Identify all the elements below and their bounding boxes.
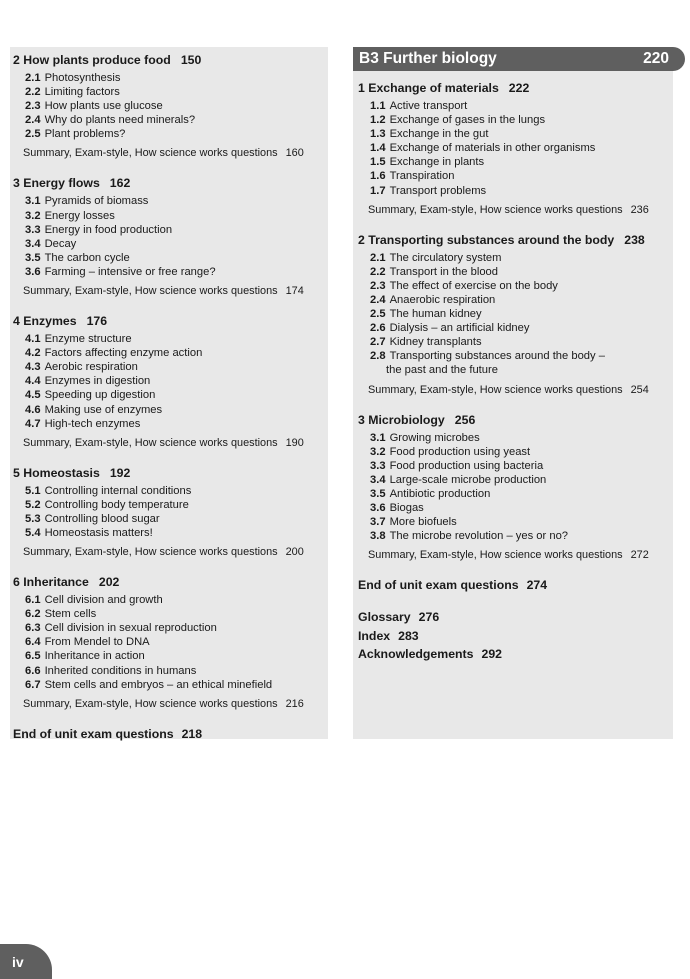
topic-title: Factors affecting enzyme action (44, 347, 203, 360)
topic-item (370, 251, 673, 265)
summary-line (358, 548, 673, 562)
topic-item (25, 113, 328, 127)
topic-title: Biogas (389, 501, 424, 514)
topic-title: Growing microbes (389, 431, 480, 444)
summary-line (358, 203, 673, 217)
topic-title: The human kidney (389, 308, 482, 321)
topic-title: Energy in food production (44, 223, 173, 236)
topic-number: 5.4 (25, 526, 41, 539)
topic-number: 2.1 (370, 251, 386, 264)
back-matter-page: 283 (398, 628, 419, 643)
topic-title: Exchange of materials in other organisms (389, 142, 596, 155)
page-number-tab (0, 944, 52, 979)
topic-number: 2.1 (25, 72, 41, 84)
topic-item (370, 487, 673, 501)
topic-item (25, 209, 328, 223)
summary-page: 216 (285, 697, 304, 710)
summary-line (13, 146, 328, 160)
topic-number: 2.8 (370, 350, 386, 363)
topic-number: 5.3 (25, 512, 41, 525)
topic-number: 1.7 (370, 184, 386, 197)
topic-item (25, 526, 328, 540)
summary-page: 190 (285, 436, 304, 449)
unit-title: B3 Further biology (359, 50, 497, 67)
topic-item (370, 127, 673, 141)
back-matter-item (358, 645, 673, 664)
topic-item (370, 307, 673, 321)
chapter-section (13, 573, 328, 711)
chapter-section (358, 79, 673, 217)
chapter-section (358, 411, 673, 563)
topic-title: Aerobic respiration (44, 361, 138, 374)
chapter-section (13, 174, 328, 298)
topic-number: 3.5 (370, 487, 386, 500)
summary-page: 254 (630, 383, 649, 396)
summary-label: Summary, Exam-style, How science works questions (23, 285, 278, 298)
left-contents-panel (10, 47, 328, 739)
topic-list (358, 251, 673, 378)
summary-page: 160 (285, 147, 304, 160)
topic-number: 2.4 (370, 293, 386, 306)
chapter-page: 202 (98, 575, 120, 590)
summary-label: Summary, Exam-style, How science works questions (23, 546, 278, 559)
topic-item (370, 169, 673, 183)
topic-title: Pyramids of biomass (44, 195, 149, 208)
topic-title: Limiting factors (44, 86, 120, 99)
left-end-of-unit (13, 725, 328, 743)
topic-title: Food production using yeast (389, 445, 531, 458)
topic-item (25, 127, 328, 141)
page-number: iv (12, 953, 24, 970)
topic-number: 1.1 (370, 100, 386, 112)
topic-item (25, 194, 328, 208)
topic-title: Why do plants need minerals? (44, 114, 196, 127)
chapter-heading (358, 411, 673, 429)
chapter-title: 5 Homeostasis (13, 465, 100, 480)
summary-page: 174 (285, 285, 304, 298)
topic-number: 6.1 (25, 594, 41, 607)
back-matter-label: Glossary (358, 610, 411, 625)
chapter-heading (13, 573, 328, 591)
topic-title: Kidney transplants (389, 336, 482, 349)
topic-item (25, 664, 328, 678)
unit-banner (353, 47, 685, 71)
chapter-section (358, 231, 673, 397)
topic-title: Inherited conditions in humans (44, 664, 197, 677)
chapter-page: 238 (624, 232, 645, 247)
left-chapter-list (13, 51, 328, 711)
summary-line (13, 436, 328, 450)
topic-list (358, 431, 673, 544)
topic-title: Controlling body temperature (44, 498, 189, 511)
topic-item (370, 155, 673, 169)
topic-title: Exchange of gases in the lungs (389, 114, 546, 127)
topic-item (370, 293, 673, 307)
back-matter-page: 276 (418, 610, 440, 625)
end-of-unit-label: End of unit exam questions (358, 578, 519, 593)
topic-number: 4.4 (25, 375, 41, 388)
topic-number: 2.5 (25, 128, 41, 141)
topic-item (370, 431, 673, 445)
topic-number: 3.1 (370, 431, 386, 444)
topic-title: How plants use glucose (44, 100, 163, 113)
topic-item (25, 512, 328, 526)
topic-number: 1.6 (370, 170, 386, 183)
summary-line (13, 697, 328, 711)
topic-title: Farming – intensive or free range? (44, 265, 216, 278)
topic-number: 6.7 (25, 678, 41, 691)
topic-title: Active transport (389, 100, 468, 112)
topic-number: 3.5 (25, 251, 41, 264)
summary-page: 200 (285, 546, 304, 559)
topic-item (370, 265, 673, 279)
topic-number: 4.2 (25, 347, 41, 360)
back-matter-item (358, 608, 673, 627)
topic-item (370, 501, 673, 515)
chapter-heading (358, 231, 673, 249)
topic-item (25, 621, 328, 635)
topic-item (25, 635, 328, 649)
topic-item (25, 251, 328, 265)
topic-item (25, 265, 328, 279)
chapter-page: 222 (508, 81, 530, 95)
topic-number: 4.3 (25, 361, 41, 374)
topic-item (25, 85, 328, 99)
topic-list (13, 332, 328, 431)
end-of-unit-label: End of unit exam questions (13, 726, 174, 741)
topic-item (370, 141, 673, 155)
summary-label: Summary, Exam-style, How science works questions (368, 383, 623, 396)
summary-label: Summary, Exam-style, How science works questions (368, 549, 623, 562)
topic-title: Transport problems (389, 184, 487, 197)
topic-title: Cell division and growth (44, 594, 163, 607)
topic-number: 3.8 (370, 530, 386, 543)
topic-item (25, 99, 328, 113)
topic-title: Food production using bacteria (389, 459, 544, 472)
topic-title: The microbe revolution – yes or no? (389, 530, 569, 543)
topic-item (370, 335, 673, 349)
topic-title: Stem cells (44, 608, 97, 621)
topic-number: 3.6 (370, 501, 386, 514)
topic-title: High-tech enzymes (44, 417, 141, 430)
topic-title: Homeostasis matters! (44, 526, 153, 539)
topic-number: 6.6 (25, 664, 41, 677)
topic-item (25, 649, 328, 663)
topic-item (25, 374, 328, 388)
topic-title: Dialysis – an artificial kidney (389, 322, 530, 335)
summary-line (13, 284, 328, 298)
topic-number: 2.4 (25, 114, 41, 127)
topic-list (13, 71, 328, 141)
summary-label: Summary, Exam-style, How science works questions (23, 697, 278, 710)
topic-number: 3.3 (370, 459, 386, 472)
topic-title: Transporting substances around the body – (389, 350, 605, 363)
topic-number: 3.7 (370, 516, 386, 529)
topic-number: 6.2 (25, 608, 41, 621)
topic-number: 4.5 (25, 389, 41, 402)
right-end-of-unit (358, 576, 673, 594)
chapter-title: 2 Transporting substances around the body (358, 232, 615, 247)
topic-number: 1.5 (370, 156, 386, 169)
topic-item (25, 498, 328, 512)
topic-number: 3.2 (370, 445, 386, 458)
summary-label: Summary, Exam-style, How science works questions (23, 147, 278, 160)
topic-title: Plant problems? (44, 128, 126, 141)
right-contents-panel (353, 47, 673, 739)
topic-title: Transport in the blood (389, 265, 498, 278)
chapter-page: 192 (109, 465, 131, 480)
topic-number: 2.2 (25, 86, 41, 99)
chapter-heading (13, 464, 328, 482)
topic-title: Exchange in plants (389, 156, 485, 169)
topic-number: 2.3 (25, 100, 41, 113)
topic-title: Controlling internal conditions (44, 484, 192, 497)
topic-list (13, 484, 328, 540)
topic-item (25, 484, 328, 498)
back-matter-item (358, 627, 673, 646)
topic-number: 3.2 (25, 209, 41, 222)
topic-title: The carbon cycle (44, 251, 130, 264)
topic-title-continued: the past and the future (386, 364, 498, 377)
topic-number: 4.7 (25, 417, 41, 430)
topic-number: 3.3 (25, 223, 41, 236)
right-chapter-list (358, 79, 673, 562)
topic-item (370, 529, 673, 543)
topic-list (358, 99, 673, 198)
topic-title: Stem cells and embryos – an ethical minefield (44, 678, 273, 691)
end-of-unit-page: 218 (181, 726, 203, 741)
chapter-title: 2 How plants produce food (13, 53, 171, 67)
topic-number: 4.1 (25, 333, 41, 346)
topic-list (13, 194, 328, 279)
back-matter-page: 292 (481, 647, 503, 662)
topic-title: Anaerobic respiration (389, 293, 496, 306)
topic-title: Energy losses (44, 209, 115, 222)
end-of-unit-page: 274 (526, 578, 548, 593)
chapter-page: 150 (180, 53, 202, 67)
topic-title: Cell division in sexual reproduction (44, 622, 217, 635)
topic-number: 3.4 (370, 473, 386, 486)
summary-page: 236 (630, 203, 649, 216)
topic-item (370, 279, 673, 293)
summary-page: 272 (630, 549, 649, 562)
chapter-title: 3 Energy flows (13, 176, 100, 191)
topic-title: Decay (44, 237, 77, 250)
topic-number: 2.5 (370, 308, 386, 321)
chapter-section (13, 464, 328, 559)
topic-number: 6.4 (25, 636, 41, 649)
topic-item (25, 223, 328, 237)
topic-number: 1.3 (370, 128, 386, 141)
topic-item (25, 593, 328, 607)
chapter-heading (13, 312, 328, 330)
topic-title: Antibiotic production (389, 487, 491, 500)
topic-number: 5.1 (25, 484, 41, 497)
chapter-page: 176 (86, 314, 108, 329)
chapter-title: 1 Exchange of materials (358, 81, 499, 95)
topic-item (25, 607, 328, 621)
topic-number: 3.1 (25, 195, 41, 208)
topic-item (370, 321, 673, 335)
topic-list (13, 593, 328, 692)
topic-title: Speeding up digestion (44, 389, 156, 402)
topic-number: 3.4 (25, 237, 41, 250)
chapter-heading (13, 51, 328, 69)
topic-item (370, 99, 673, 113)
back-matter-label: Acknowledgements (358, 647, 474, 662)
chapter-section (13, 51, 328, 160)
topic-title: Inheritance in action (44, 650, 145, 663)
topic-number: 1.4 (370, 142, 386, 155)
topic-item (25, 360, 328, 374)
back-matter-label: Index (358, 628, 391, 643)
topic-title: Enzyme structure (44, 333, 132, 346)
chapter-title: 6 Inheritance (13, 575, 89, 590)
topic-item (25, 71, 328, 85)
topic-item (25, 417, 328, 431)
summary-line (13, 545, 328, 559)
topic-item (370, 349, 673, 377)
topic-item (25, 678, 328, 692)
topic-number: 4.6 (25, 403, 41, 416)
topic-number: 3.6 (25, 265, 41, 278)
topic-number: 1.2 (370, 114, 386, 127)
topic-title: Transpiration (389, 170, 455, 183)
topic-number: 6.5 (25, 650, 41, 663)
topic-number: 2.3 (370, 279, 386, 292)
summary-label: Summary, Exam-style, How science works questions (368, 203, 623, 216)
topic-item (370, 515, 673, 529)
topic-item (370, 473, 673, 487)
unit-page: 220 (643, 50, 669, 67)
topic-title: Exchange in the gut (389, 128, 489, 141)
topic-item (25, 346, 328, 360)
topic-item (25, 332, 328, 346)
topic-title: From Mendel to DNA (44, 636, 150, 649)
back-matter-list (358, 608, 673, 664)
topic-item (370, 184, 673, 198)
topic-item (25, 237, 328, 251)
topic-number: 2.6 (370, 322, 386, 335)
topic-number: 5.2 (25, 498, 41, 511)
topic-title: The effect of exercise on the body (389, 279, 558, 292)
topic-item (370, 113, 673, 127)
chapter-page: 256 (454, 412, 476, 427)
chapter-title: 4 Enzymes (13, 314, 77, 329)
topic-title: Large-scale microbe production (389, 473, 547, 486)
topic-title: Making use of enzymes (44, 403, 163, 416)
topic-item (25, 403, 328, 417)
chapter-section (13, 312, 328, 450)
summary-line (358, 383, 673, 397)
summary-label: Summary, Exam-style, How science works questions (23, 436, 278, 449)
topic-number: 2.2 (370, 265, 386, 278)
topic-number: 2.7 (370, 336, 386, 349)
chapter-page: 162 (109, 176, 131, 191)
topic-title: Photosynthesis (44, 72, 121, 84)
topic-title: The circulatory system (389, 251, 502, 264)
topic-item (370, 459, 673, 473)
topic-title: More biofuels (389, 516, 457, 529)
topic-title: Enzymes in digestion (44, 375, 151, 388)
topic-title: Controlling blood sugar (44, 512, 160, 525)
chapter-heading (13, 174, 328, 192)
chapter-title: 3 Microbiology (358, 412, 445, 427)
topic-item (370, 445, 673, 459)
topic-number: 6.3 (25, 622, 41, 635)
topic-item (25, 388, 328, 402)
chapter-heading (358, 79, 673, 97)
